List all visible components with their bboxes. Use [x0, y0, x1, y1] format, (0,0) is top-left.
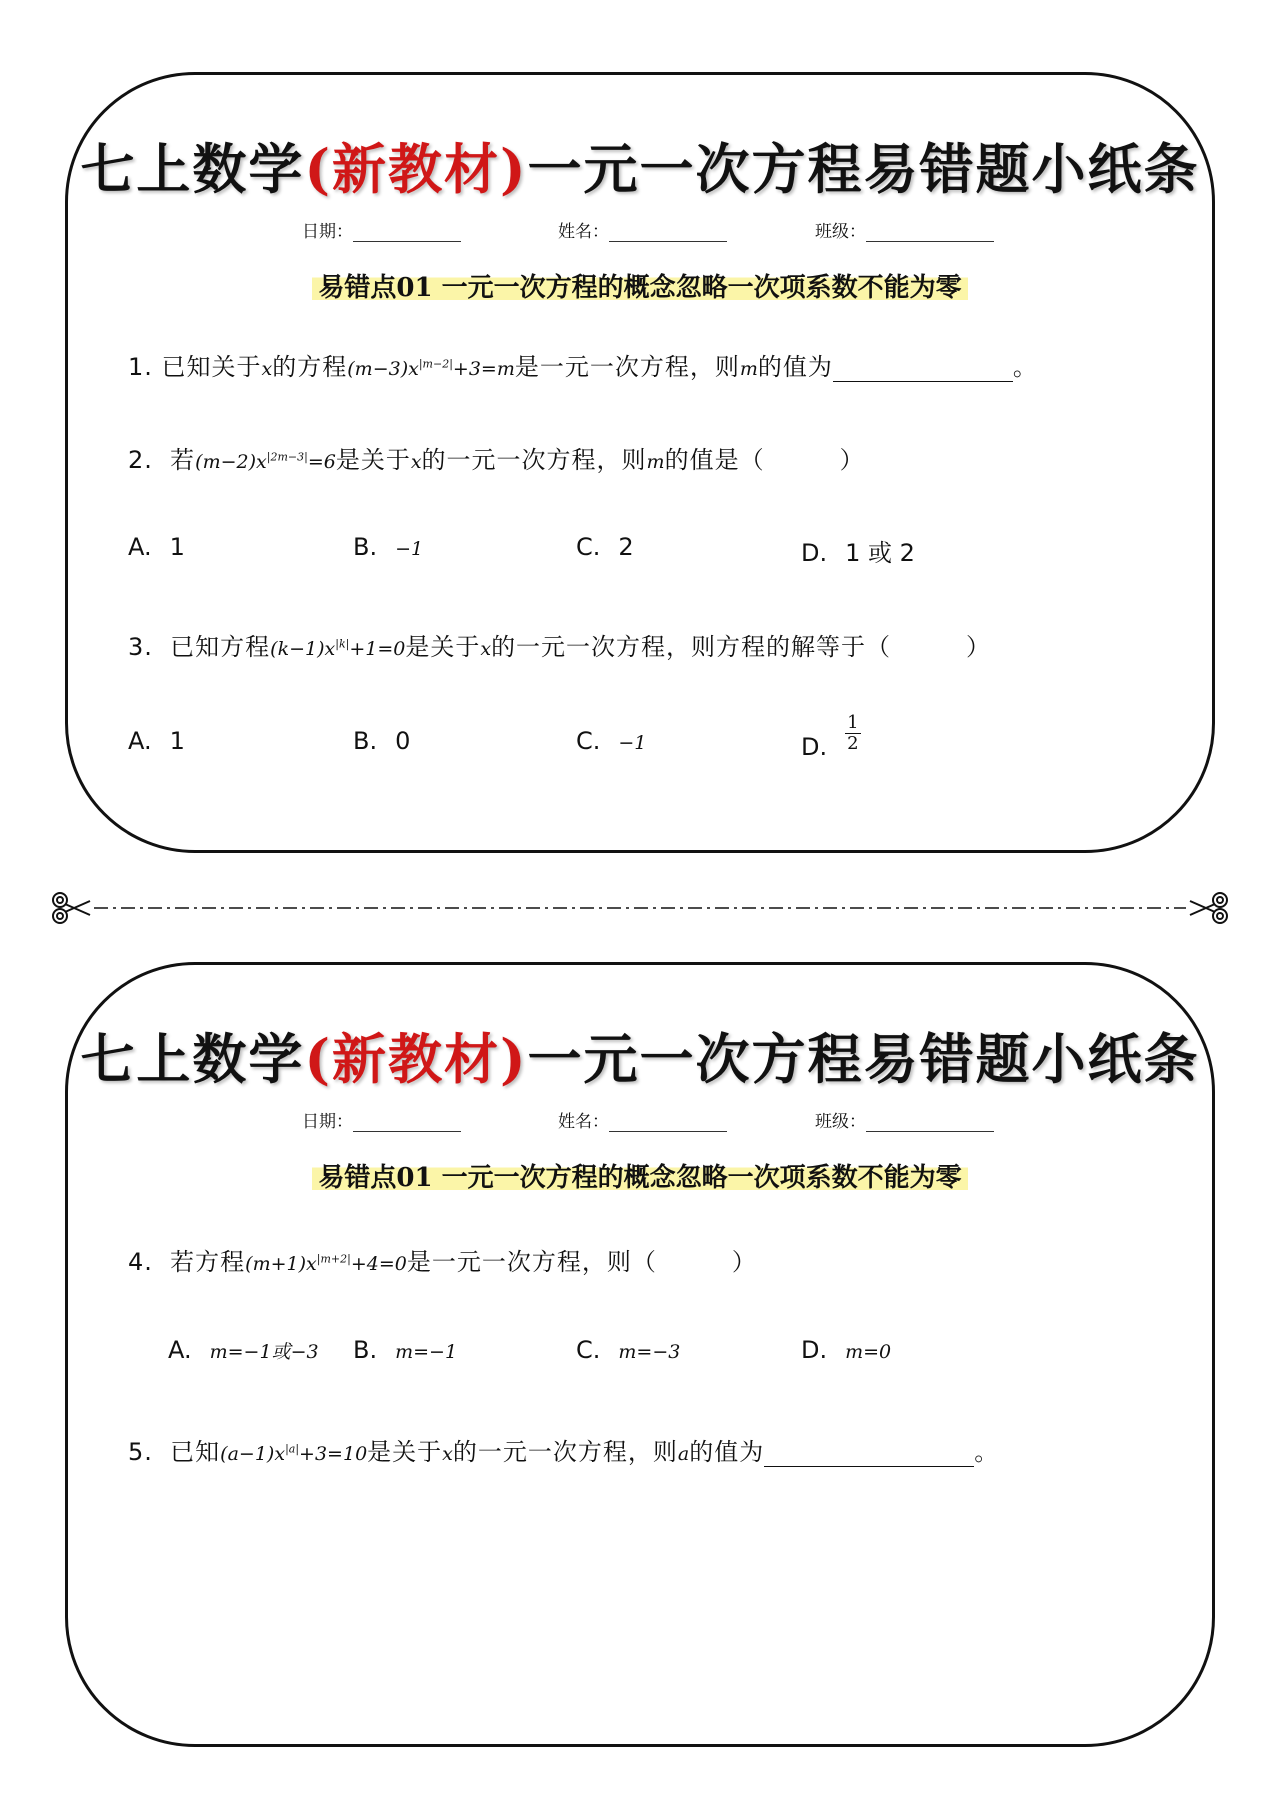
info-row [68, 217, 1212, 247]
q2-option-c[interactable]: C. 2 [576, 533, 634, 561]
scissors-icon [1190, 893, 1227, 923]
section-subtitle: 易错点01 一元一次方程的概念忽略一次项系数不能为零 [68, 267, 1212, 304]
paper-strip-2 [65, 962, 1215, 1747]
question-1: 1. 已知关于x的方程$(m-3)x^{|m-2|}+3=m$是一元一次方程，则m的值为 。 [128, 353, 1038, 381]
question-2: 2. 若$(m-2)x^{|2m-3|}=6$是关于x的一元一次方程，则m的值是（ ） [128, 446, 865, 474]
answer-blank[interactable] [764, 1442, 974, 1467]
question-3: 3. 已知方程$(k-1)x^{|k|}+1=0$是关于x的一元一次方程，则方程的解等于（ ） [128, 633, 992, 661]
section-subtitle: 易错点01 一元一次方程的概念忽略一次项系数不能为零 [68, 1157, 1212, 1194]
q2-option-d[interactable]: D. 1 或 2 [801, 539, 915, 567]
q3-option-c[interactable]: C. −1 [576, 727, 647, 755]
info-row [68, 1107, 1212, 1137]
name-field[interactable]: 姓名： [558, 217, 727, 242]
q4-option-a[interactable]: A. m=−1或−3 [168, 1336, 319, 1364]
q2-option-b[interactable]: B. −1 [353, 533, 424, 561]
date-field[interactable]: 日期： [302, 217, 461, 242]
question-5: 5. 已知$(a-1)x^{|a|}+3=10$是关于x的一元一次方程，则a的值为 。 [128, 1438, 1000, 1466]
q4-option-d[interactable]: D. m=0 [801, 1336, 892, 1364]
fraction: $\frac{1}{2}$ [847, 712, 859, 754]
q3-option-b[interactable]: B. 0 [353, 727, 411, 755]
title-highlight: (新教材) [304, 1027, 528, 1091]
class-field[interactable]: 班级： [815, 1107, 994, 1132]
class-field[interactable]: 班级： [815, 217, 994, 242]
page-title: 七上数学(新教材)一元一次方程易错题小纸条 [80, 1027, 1200, 1091]
title-highlight: (新教材) [304, 137, 528, 201]
q3-option-d[interactable]: D. $\frac{1}{2}$ [801, 712, 859, 761]
answer-blank[interactable] [833, 357, 1013, 382]
scissors-icon [53, 893, 90, 923]
name-field[interactable]: 姓名： [558, 1107, 727, 1132]
question-4: 4. 若方程$(m+1)x^{|m+2|}+4=0$是一元一次方程，则（ ） [128, 1248, 757, 1276]
cut-line [50, 888, 1230, 928]
q3-option-a[interactable]: A. 1 [128, 727, 185, 755]
date-field[interactable]: 日期： [302, 1107, 461, 1132]
page-title: 七上数学(新教材)一元一次方程易错题小纸条 [80, 137, 1200, 201]
q4-option-c[interactable]: C. m=−3 [576, 1336, 681, 1364]
q2-option-a[interactable]: A. 1 [128, 533, 185, 561]
paper-strip-1 [65, 72, 1215, 853]
q4-option-b[interactable]: B. m=−1 [353, 1336, 458, 1364]
